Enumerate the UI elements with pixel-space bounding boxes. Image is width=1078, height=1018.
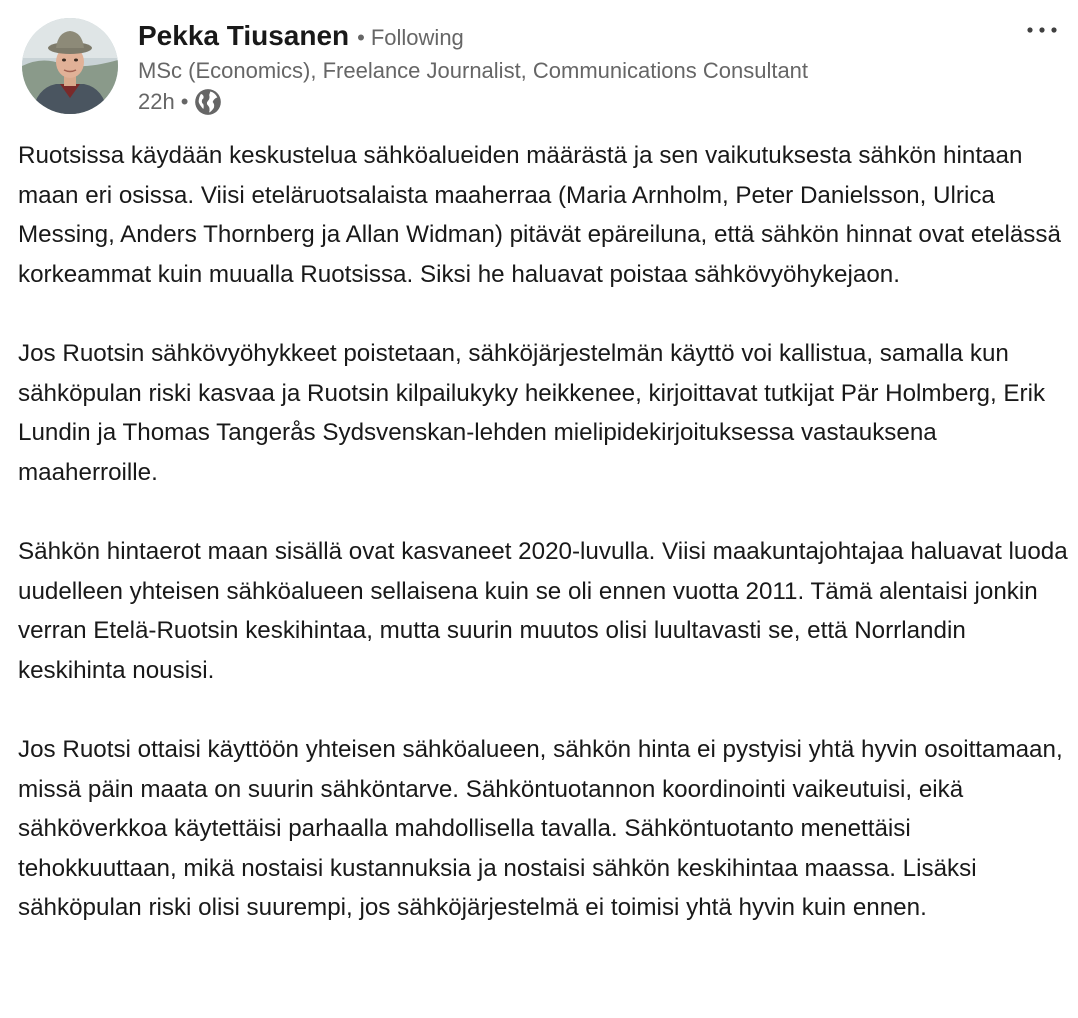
post-header bbox=[138, 16, 998, 118]
follow-status: Following bbox=[370, 25, 464, 50]
post-paragraph: Jos Ruotsi ottaisi käyttöön yhteisen sähköalueen, sähkön hinta ei pystyisi yhtä hyvin osoittamaan, missä päin maata on suurin sähköntarve. Sähköntuotannon koordinointi vaikeutuisi, eikä sähköverkkoa käytettäisi parhaalla mahdollisella tavalla. Sähköntuotanto menettäisi tehokkuuttaan, mikä nostaisi kustannuksia ja nostaisi sähkön keskihintaa maassa. Lisäksi sähköpulan riski olisi suurempi, jos sähköjärjestelmä ei toimisi yhtä hyvin kuin ennen. bbox=[18, 735, 1063, 922]
profile-photo-icon bbox=[22, 18, 118, 114]
author-avatar[interactable] bbox=[22, 18, 118, 114]
separator-dot: • bbox=[357, 25, 365, 50]
separator-dot: • bbox=[180, 89, 189, 114]
author-headline: MSc (Economics), Freelance Journalist, Communications Consultant bbox=[138, 58, 809, 83]
more-options-button[interactable] bbox=[1022, 14, 1062, 46]
more-options-icon bbox=[1022, 14, 1062, 46]
post-paragraph: Jos Ruotsin sähkövyöhykkeet poistetaan, sähköjärjestelmän käyttö voi kallistua, samalla kun sähköpulan riski kasvaa ja Ruotsin kilpailukyky heikkenee, kirjoittavat tutkijat Pär Holmberg, Erik Lundin ja Thomas Tangerås Sydsvenskan-lehden mielipidekirjoituksessa vastauksena maaherroille. bbox=[18, 339, 1046, 486]
post-body bbox=[18, 136, 1070, 928]
author-name-row bbox=[138, 16, 998, 56]
post-paragraph: Sähkön hintaerot maan sisällä ovat kasvaneet 2020-luvulla. Viisi maakuntajohtajaa haluavat luoda uudelleen yhteisen sähköalueen sellaisena kuin se oli ennen vuotta 2011. Tämä alentaisi jonkin verran Etelä-Ruotsin keskihintaa, mutta suurin muutos olisi luultavasti se, että Norrlandin keskihinta nousisi. bbox=[18, 537, 1068, 684]
post-paragraph: Ruotsissa käydään keskustelua sähköalueiden määrästä ja sen vaikutuksesta sähkön hintaan maan eri osissa. Viisi eteläruotsalaista maaherraa (Maria Arnholm, Peter Danielsson, Ulrica Messing, Anders Thornberg ja Allan Widman) pitävät epäreiluna, että sähkön hinnat ovat etelässä korkeammat kuin muualla Ruotsissa. Siksi he haluavat poistaa sähkövyöhykejaon. bbox=[18, 142, 1061, 288]
globe-icon bbox=[194, 88, 222, 116]
post-meta bbox=[138, 86, 998, 118]
post-time[interactable]: 22h bbox=[138, 89, 175, 114]
author-name[interactable]: Pekka Tiusanen bbox=[138, 20, 350, 51]
